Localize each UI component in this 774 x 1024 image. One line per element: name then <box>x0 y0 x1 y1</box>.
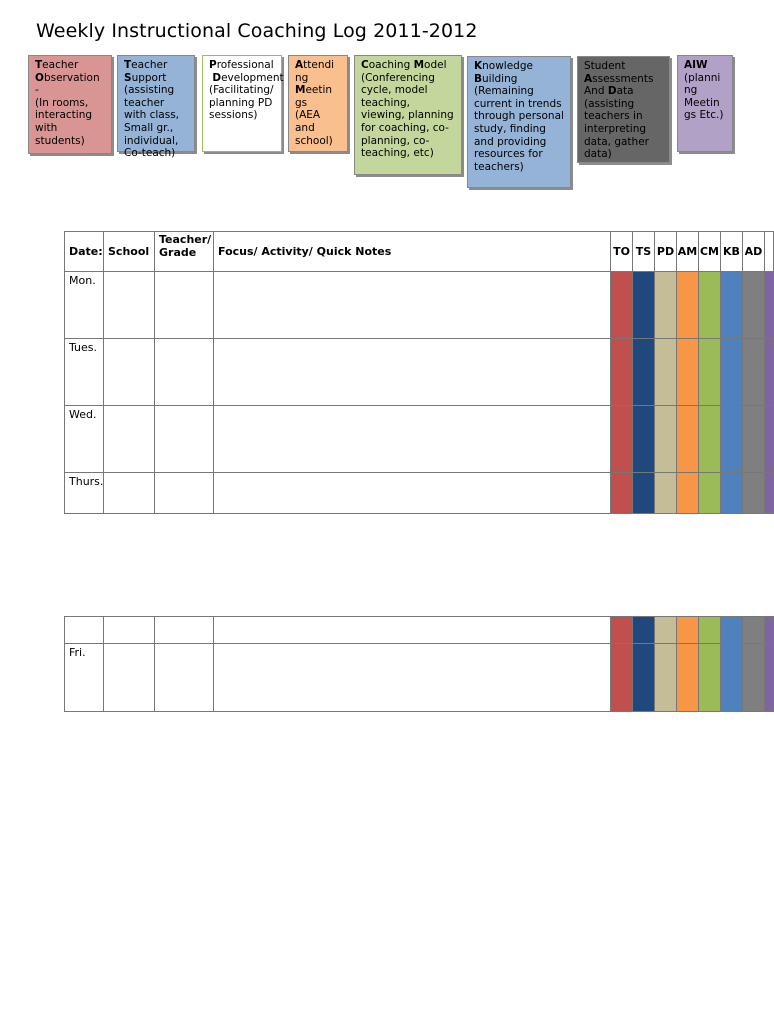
table-row <box>65 617 774 644</box>
code-cell-to[interactable] <box>611 406 633 473</box>
header-code-kb: KB <box>721 232 743 272</box>
code-cell-kb[interactable] <box>721 617 743 644</box>
code-cell-pd[interactable] <box>655 473 677 514</box>
code-cell-aiw[interactable] <box>765 473 774 514</box>
page-title: Weekly Instructional Coaching Log 2011-2012 <box>36 20 478 42</box>
code-cell-ts[interactable] <box>633 644 655 712</box>
code-cell-pd[interactable] <box>655 272 677 339</box>
teacher-cell[interactable] <box>155 644 214 712</box>
code-cell-aiw[interactable] <box>765 339 774 406</box>
header-code-ad: AD <box>743 232 765 272</box>
table-row <box>65 272 774 339</box>
category-box-student-assessments: Student Assessments And Data (assisting teachers in interpreting data, gather data) <box>577 56 670 163</box>
code-cell-pd[interactable] <box>655 644 677 712</box>
category-box-knowledge-building: Knowledge Building (Remaining current in trends through personal study, finding and providing resources for teachers) <box>467 56 571 188</box>
code-cell-to[interactable] <box>611 272 633 339</box>
day-cell: Mon. <box>65 272 104 339</box>
table-row <box>65 473 774 514</box>
header-teacher-grade: Teacher/ Grade <box>155 232 214 272</box>
table-row <box>65 644 774 712</box>
code-cell-cm[interactable] <box>699 617 721 644</box>
table-row <box>65 339 774 406</box>
code-cell-kb[interactable] <box>721 272 743 339</box>
school-cell[interactable] <box>104 406 155 473</box>
teacher-cell[interactable] <box>155 473 214 514</box>
notes-cell[interactable] <box>214 272 611 339</box>
code-cell-am[interactable] <box>677 272 699 339</box>
header-code-aiw <box>765 232 774 272</box>
header-code-cm: CM <box>699 232 721 272</box>
school-cell[interactable] <box>104 473 155 514</box>
code-cell-cm[interactable] <box>699 339 721 406</box>
empty-cell[interactable] <box>65 617 104 644</box>
code-cell-aiw[interactable] <box>765 272 774 339</box>
category-box-aiw: AIW (planni ng Meetin gs Etc.) <box>677 55 733 152</box>
code-cell-ad[interactable] <box>743 406 765 473</box>
code-cell-ts[interactable] <box>633 406 655 473</box>
code-cell-ad[interactable] <box>743 339 765 406</box>
notes-cell[interactable] <box>214 617 611 644</box>
teacher-cell[interactable] <box>155 406 214 473</box>
notes-cell[interactable] <box>214 473 611 514</box>
day-cell: Wed. <box>65 406 104 473</box>
code-cell-kb[interactable] <box>721 644 743 712</box>
code-cell-aiw[interactable] <box>765 406 774 473</box>
code-cell-ts[interactable] <box>633 272 655 339</box>
header-code-ts: TS <box>633 232 655 272</box>
code-cell-to[interactable] <box>611 473 633 514</box>
category-box-attending-meetings: Attendi ng Meetin gs (AEA and school) <box>288 55 348 152</box>
code-cell-pd[interactable] <box>655 617 677 644</box>
code-cell-to[interactable] <box>611 617 633 644</box>
code-cell-am[interactable] <box>677 644 699 712</box>
notes-cell[interactable] <box>214 339 611 406</box>
code-cell-to[interactable] <box>611 339 633 406</box>
notes-cell[interactable] <box>214 406 611 473</box>
code-cell-ts[interactable] <box>633 473 655 514</box>
table-row <box>65 406 774 473</box>
code-cell-ts[interactable] <box>633 339 655 406</box>
teacher-cell[interactable] <box>155 617 214 644</box>
category-box-teacher-support: Teacher Support (assisting teacher with class, Small gr., individual, Co-teach) <box>117 55 195 152</box>
header-date: Date: <box>65 232 104 272</box>
header-focus-notes: Focus/ Activity/ Quick Notes <box>214 232 611 272</box>
log-table-bottom <box>64 616 774 712</box>
code-cell-cm[interactable] <box>699 272 721 339</box>
day-cell: Fri. <box>65 644 104 712</box>
header-code-am: AM <box>677 232 699 272</box>
header-code-to: TO <box>611 232 633 272</box>
code-cell-pd[interactable] <box>655 339 677 406</box>
school-cell[interactable] <box>104 644 155 712</box>
category-box-teacher-observation: Teacher Observation - (In rooms, interacting with students) <box>28 55 112 154</box>
code-cell-aiw[interactable] <box>765 617 774 644</box>
day-cell: Thurs. <box>65 473 104 514</box>
code-cell-kb[interactable] <box>721 473 743 514</box>
notes-cell[interactable] <box>214 644 611 712</box>
header-code-pd: PD <box>655 232 677 272</box>
code-cell-am[interactable] <box>677 339 699 406</box>
code-cell-am[interactable] <box>677 473 699 514</box>
code-cell-am[interactable] <box>677 406 699 473</box>
day-cell: Tues. <box>65 339 104 406</box>
teacher-cell[interactable] <box>155 339 214 406</box>
teacher-cell[interactable] <box>155 272 214 339</box>
code-cell-cm[interactable] <box>699 473 721 514</box>
code-cell-cm[interactable] <box>699 644 721 712</box>
code-cell-cm[interactable] <box>699 406 721 473</box>
category-box-professional-development: Professional Development (Facilitating/ planning PD sessions) <box>202 55 282 152</box>
log-table-top <box>64 231 774 514</box>
code-cell-kb[interactable] <box>721 406 743 473</box>
code-cell-am[interactable] <box>677 617 699 644</box>
code-cell-kb[interactable] <box>721 339 743 406</box>
code-cell-ad[interactable] <box>743 473 765 514</box>
school-cell[interactable] <box>104 339 155 406</box>
school-cell[interactable] <box>104 617 155 644</box>
code-cell-ad[interactable] <box>743 617 765 644</box>
header-school: School <box>104 232 155 272</box>
code-cell-pd[interactable] <box>655 406 677 473</box>
category-box-coaching-model: Coaching Model (Conferencing cycle, model teaching, viewing, planning for coaching, co-planning, co-teaching, etc) <box>354 55 462 175</box>
code-cell-ad[interactable] <box>743 272 765 339</box>
code-cell-ad[interactable] <box>743 644 765 712</box>
code-cell-to[interactable] <box>611 644 633 712</box>
code-cell-aiw[interactable] <box>765 644 774 712</box>
school-cell[interactable] <box>104 272 155 339</box>
code-cell-ts[interactable] <box>633 617 655 644</box>
